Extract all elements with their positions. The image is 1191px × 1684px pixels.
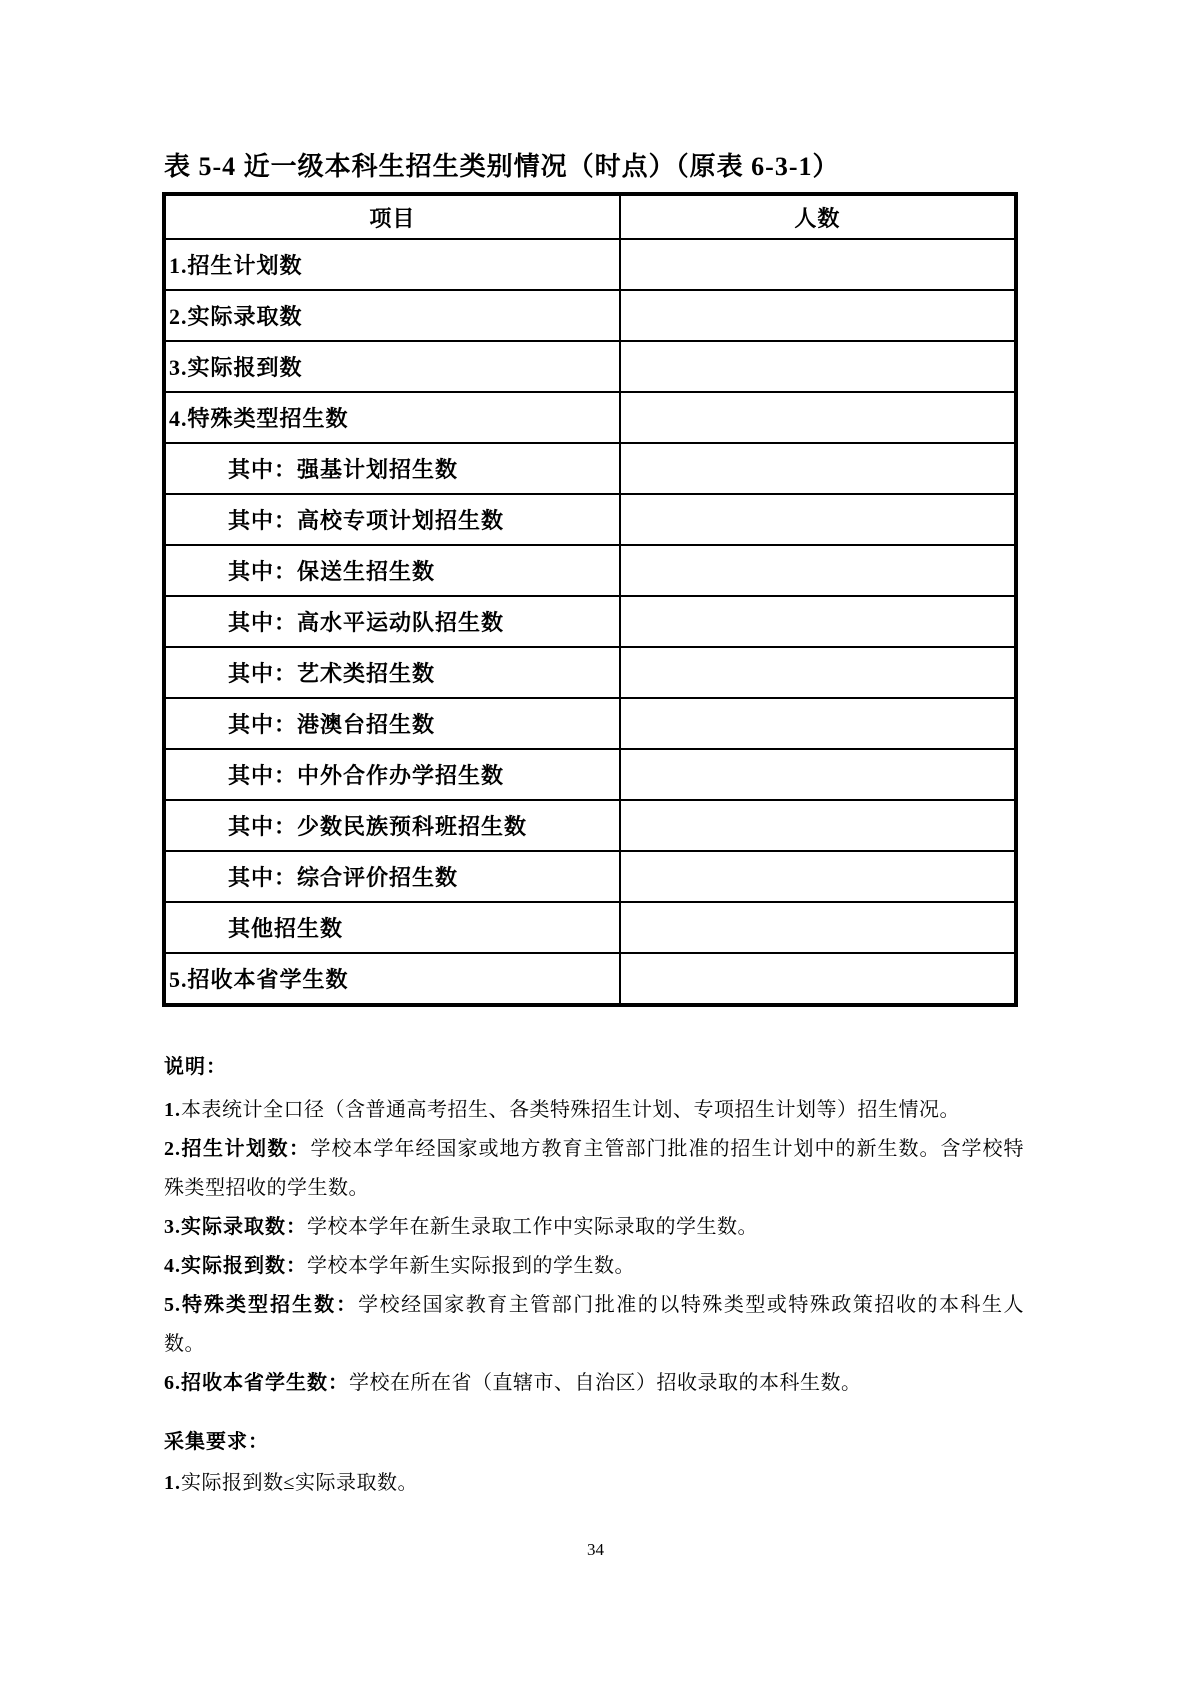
value-cell [620, 647, 1016, 698]
table-row [164, 749, 1016, 800]
row-label: 其中：强基计划招生数 [164, 443, 620, 494]
table-row [164, 647, 1016, 698]
value-cell [620, 953, 1016, 1005]
requirement-text: 实际报到数≤实际录取数。 [181, 1472, 418, 1494]
table-row [164, 239, 1016, 290]
row-label: 2.实际录取数 [164, 290, 620, 341]
table-row [164, 392, 1016, 443]
row-label: 1.招生计划数 [164, 239, 620, 290]
notes-heading: 说明： [164, 1056, 227, 1078]
row-label: 其中：中外合作办学招生数 [164, 749, 620, 800]
note-item [164, 1247, 1024, 1286]
header-count: 人数 [620, 194, 1016, 239]
note-text: 学校本学年在新生录取工作中实际录取的学生数。 [307, 1216, 758, 1238]
value-cell [620, 749, 1016, 800]
value-cell [620, 290, 1016, 341]
value-cell [620, 341, 1016, 392]
value-cell [620, 596, 1016, 647]
note-item [164, 1286, 1024, 1364]
table-row [164, 800, 1016, 851]
page-number: 34 [587, 1540, 604, 1559]
note-label: 3.实际录取数： [164, 1216, 307, 1238]
table-row [164, 545, 1016, 596]
note-label: 4.实际报到数： [164, 1255, 307, 1277]
row-label: 其中：艺术类招生数 [164, 647, 620, 698]
row-label: 其他招生数 [164, 902, 620, 953]
note-text: 学校在所在省（直辖市、自治区）招收录取的本科生数。 [349, 1372, 862, 1394]
table-header-row [164, 194, 1016, 239]
table-row [164, 596, 1016, 647]
table-row [164, 698, 1016, 749]
row-label: 其中：保送生招生数 [164, 545, 620, 596]
note-item [164, 1364, 1024, 1403]
row-label: 5.招收本省学生数 [164, 953, 620, 1005]
header-item: 项目 [164, 194, 620, 239]
note-text: 学校本学年新生实际报到的学生数。 [307, 1255, 635, 1277]
value-cell [620, 494, 1016, 545]
table-row [164, 494, 1016, 545]
note-label: 1. [164, 1099, 181, 1121]
row-label: 其中：高校专项计划招生数 [164, 494, 620, 545]
value-cell [620, 698, 1016, 749]
notes-section [164, 1050, 1024, 1503]
table-row [164, 290, 1016, 341]
value-cell [620, 902, 1016, 953]
requirement-item [164, 1464, 1024, 1503]
row-label: 其中：港澳台招生数 [164, 698, 620, 749]
value-cell [620, 800, 1016, 851]
note-text: 本表统计全口径（含普通高考招生、各类特殊招生计划、专项招生计划等）招生情况。 [181, 1099, 960, 1121]
note-item [164, 1208, 1024, 1247]
note-item [164, 1091, 1024, 1130]
note-label: 2.招生计划数： [164, 1138, 311, 1160]
value-cell [620, 851, 1016, 902]
table-row [164, 341, 1016, 392]
enrollment-category-table [162, 192, 1018, 1007]
note-label: 5.特殊类型招生数： [164, 1294, 359, 1316]
value-cell [620, 545, 1016, 596]
row-label: 4.特殊类型招生数 [164, 392, 620, 443]
requirement-label: 1. [164, 1472, 181, 1494]
row-label: 其中：少数民族预科班招生数 [164, 800, 620, 851]
table-row [164, 443, 1016, 494]
table-row [164, 902, 1016, 953]
row-label: 其中：综合评价招生数 [164, 851, 620, 902]
row-label: 其中：高水平运动队招生数 [164, 596, 620, 647]
table-row [164, 851, 1016, 902]
note-item [164, 1130, 1024, 1208]
value-cell [620, 443, 1016, 494]
note-label: 6.招收本省学生数： [164, 1372, 349, 1394]
value-cell [620, 239, 1016, 290]
note-text: 学校经国家教育主管部门批准的以特殊类型或特殊政策招收的本科生人数。 [164, 1294, 1025, 1355]
requirements-heading: 采集要求： [164, 1431, 269, 1453]
page-title: 表 5-4 近一级本科生招生类别情况（时点）（原表 6-3-1） [164, 152, 840, 181]
note-text: 学校本学年经国家或地方教育主管部门批准的招生计划中的新生数。含学校特殊类型招收的学生数。 [164, 1138, 1024, 1199]
row-label: 3.实际报到数 [164, 341, 620, 392]
table-row [164, 953, 1016, 1005]
value-cell [620, 392, 1016, 443]
